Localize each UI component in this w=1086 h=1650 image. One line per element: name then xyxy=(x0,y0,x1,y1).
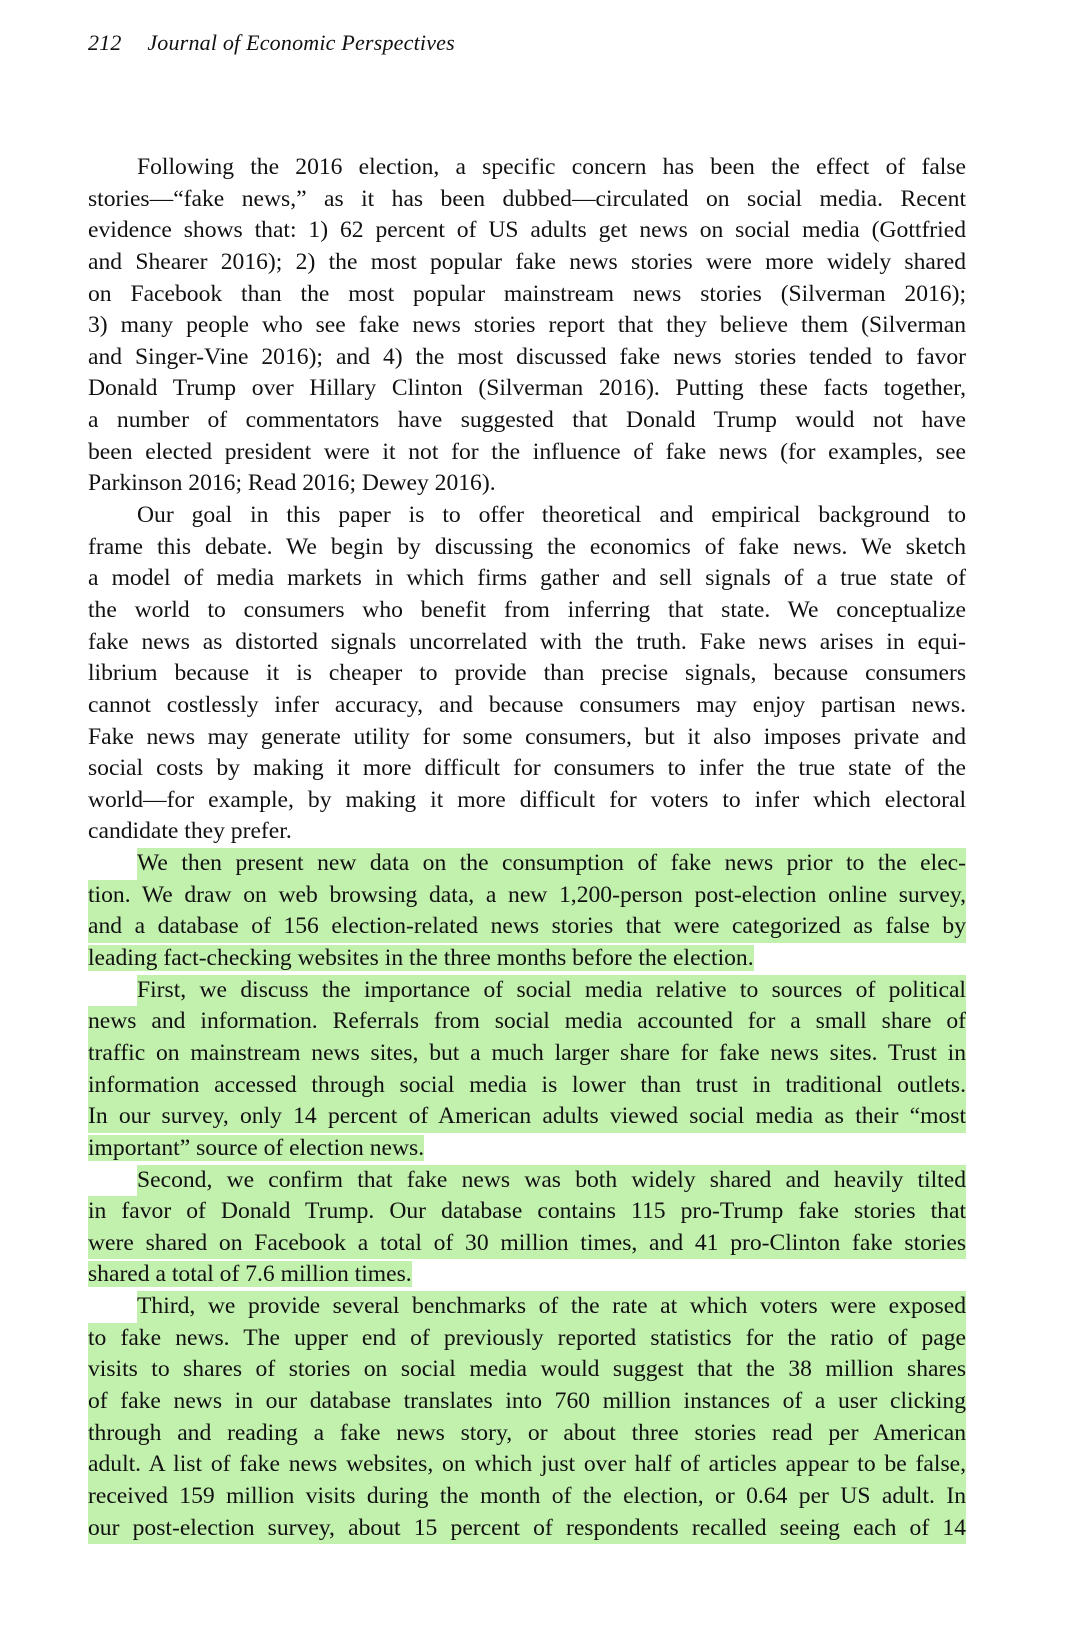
text-line xyxy=(88,690,966,722)
line-text: visits to shares of stories on social media would suggest that the 38 million shares xyxy=(88,1356,966,1383)
line-text: to fake news. The upper end of previously reported statistics for the ratio of page xyxy=(88,1324,966,1351)
line-text: a model of media markets in which firms gather and sell signals of a true state of xyxy=(88,565,966,592)
line-text: were shared on Facebook a total of 30 million times, and 41 pro-Clinton fake stories xyxy=(88,1229,966,1256)
line-text: shared a total of 7.6 million times. xyxy=(88,1261,412,1288)
line-text: and Singer-Vine 2016); and 4) the most discussed fake news stories tended to favor xyxy=(88,343,966,370)
text-line xyxy=(88,627,966,659)
text-line xyxy=(88,310,966,342)
line-text: tion. We draw on web browsing data, a new 1,200-person post-election online survey, xyxy=(88,881,966,908)
line-text: social costs by making it more difficult for consumers to infer the true state of the xyxy=(88,755,966,782)
line-text: Second, we confirm that fake news was both widely shared and heavily tilted xyxy=(137,1166,966,1193)
text-line xyxy=(88,152,966,184)
text-line xyxy=(88,437,966,469)
text-line xyxy=(88,753,966,785)
line-text: adult. A list of fake news websites, on which just over half of articles appear to be false, xyxy=(88,1451,966,1478)
line-text: a number of commentators have suggested that Donald Trump would not have xyxy=(88,407,966,434)
line-text: cannot costlessly infer accuracy, and because consumers may enjoy partisan news. xyxy=(88,691,966,718)
line-text: our post-election survey, about 15 percent of respondents recalled seeing each of 14 xyxy=(88,1514,966,1541)
text-line xyxy=(88,1259,966,1291)
line-text: in favor of Donald Trump. Our database contains 115 pro-Trump fake stories that xyxy=(88,1198,966,1225)
highlighted-paragraph xyxy=(88,1291,966,1544)
text-line xyxy=(88,215,966,247)
text-line xyxy=(88,563,966,595)
line-text: through and reading a fake news story, or about three stories read per American xyxy=(88,1419,966,1446)
line-text: on Facebook than the most popular mainstream news stories (Silverman 2016); xyxy=(88,280,966,307)
line-text: First, we discuss the importance of social media relative to sources of political xyxy=(137,976,966,1003)
line-text: leading fact-checking websites in the three months before the election. xyxy=(88,945,754,972)
text-line xyxy=(88,1291,966,1323)
text-line xyxy=(88,532,966,564)
line-text: We then present new data on the consumption of fake news prior to the elec- xyxy=(137,850,966,877)
text-line xyxy=(88,1228,966,1260)
text-line xyxy=(88,500,966,532)
line-text: librium because it is cheaper to provide than precise signals, because consumers xyxy=(88,660,966,687)
line-text: of fake news in our database translates into 760 million instances of a user clicking xyxy=(88,1387,966,1414)
line-text: candidate they prefer. xyxy=(88,818,292,845)
line-text: been elected president were it not for the influence of fake news (for examples, see xyxy=(88,438,966,465)
line-text: frame this debate. We begin by discussing the economics of fake news. We sketch xyxy=(88,533,966,560)
text-line xyxy=(88,975,966,1007)
text-line xyxy=(88,1165,966,1197)
text-line xyxy=(88,722,966,754)
text-line xyxy=(88,373,966,405)
line-text: Parkinson 2016; Read 2016; Dewey 2016). xyxy=(88,470,496,497)
line-text: 3) many people who see fake news stories report that they believe them (Silverman xyxy=(88,312,966,339)
text-line xyxy=(88,816,966,848)
text-line xyxy=(88,184,966,216)
text-line xyxy=(88,1513,966,1545)
text-line xyxy=(88,1418,966,1450)
text-line xyxy=(88,1038,966,1070)
text-line xyxy=(88,1070,966,1102)
text-line xyxy=(88,595,966,627)
line-text: information accessed through social media is lower than trust in traditional outlets. xyxy=(88,1071,966,1098)
text-line xyxy=(88,247,966,279)
paragraph xyxy=(88,500,966,848)
text-line xyxy=(88,1133,966,1165)
journal-title: Journal of Economic Perspectives xyxy=(147,30,455,55)
text-line xyxy=(88,405,966,437)
text-line xyxy=(88,1006,966,1038)
highlighted-paragraph xyxy=(88,848,966,975)
page-number: 212 xyxy=(88,30,122,55)
line-text: Donald Trump over Hillary Clinton (Silverman 2016). Putting these facts together, xyxy=(88,375,966,402)
text-line xyxy=(88,658,966,690)
text-line xyxy=(88,785,966,817)
text-line xyxy=(88,880,966,912)
line-text: Following the 2016 election, a specific concern has been the effect of false xyxy=(137,154,966,180)
text-line xyxy=(88,911,966,943)
text-line xyxy=(88,848,966,880)
line-text: and a database of 156 election-related news stories that were categorized as false by xyxy=(88,913,966,940)
line-text: stories—“fake news,” as it has been dubbed—circulated on social media. Recent xyxy=(88,185,966,212)
text-line xyxy=(88,1101,966,1133)
line-text: traffic on mainstream news sites, but a much larger share for fake news sites. Trust in xyxy=(88,1039,966,1066)
text-line xyxy=(88,1196,966,1228)
running-head xyxy=(88,30,455,56)
line-text: important” source of election news. xyxy=(88,1134,425,1161)
text-line xyxy=(88,1449,966,1481)
text-line xyxy=(88,1481,966,1513)
line-text: evidence shows that: 1) 62 percent of US adults get news on social media (Gottfried xyxy=(88,217,966,244)
line-text: the world to consumers who benefit from inferring that state. We conceptualize xyxy=(88,596,966,623)
line-text: news and information. Referrals from social media accounted for a small share of xyxy=(88,1008,966,1035)
article-body xyxy=(88,152,966,1544)
text-line xyxy=(88,1386,966,1418)
line-text: received 159 million visits during the month of the election, or 0.64 per US adult. In xyxy=(88,1482,966,1509)
line-text: In our survey, only 14 percent of American adults viewed social media as their “most xyxy=(88,1103,966,1130)
line-text: fake news as distorted signals uncorrelated with the truth. Fake news arises in equi- xyxy=(88,628,966,655)
line-text: and Shearer 2016); 2) the most popular fake news stories were more widely shared xyxy=(88,248,966,275)
text-line xyxy=(88,342,966,374)
highlighted-paragraph xyxy=(88,1165,966,1292)
line-text: Third, we provide several benchmarks of the rate at which voters were exposed xyxy=(137,1293,966,1320)
line-text: Our goal in this paper is to offer theoretical and empirical background to xyxy=(137,502,966,529)
text-line xyxy=(88,279,966,311)
paragraph xyxy=(88,152,966,500)
text-line xyxy=(88,1354,966,1386)
line-text: world—for example, by making it more difficult for voters to infer which electoral xyxy=(88,786,966,813)
text-line xyxy=(88,468,966,500)
text-line xyxy=(88,943,966,975)
text-line xyxy=(88,1323,966,1355)
highlighted-paragraph xyxy=(88,975,966,1165)
line-text: Fake news may generate utility for some consumers, but it also imposes private and xyxy=(88,723,966,750)
